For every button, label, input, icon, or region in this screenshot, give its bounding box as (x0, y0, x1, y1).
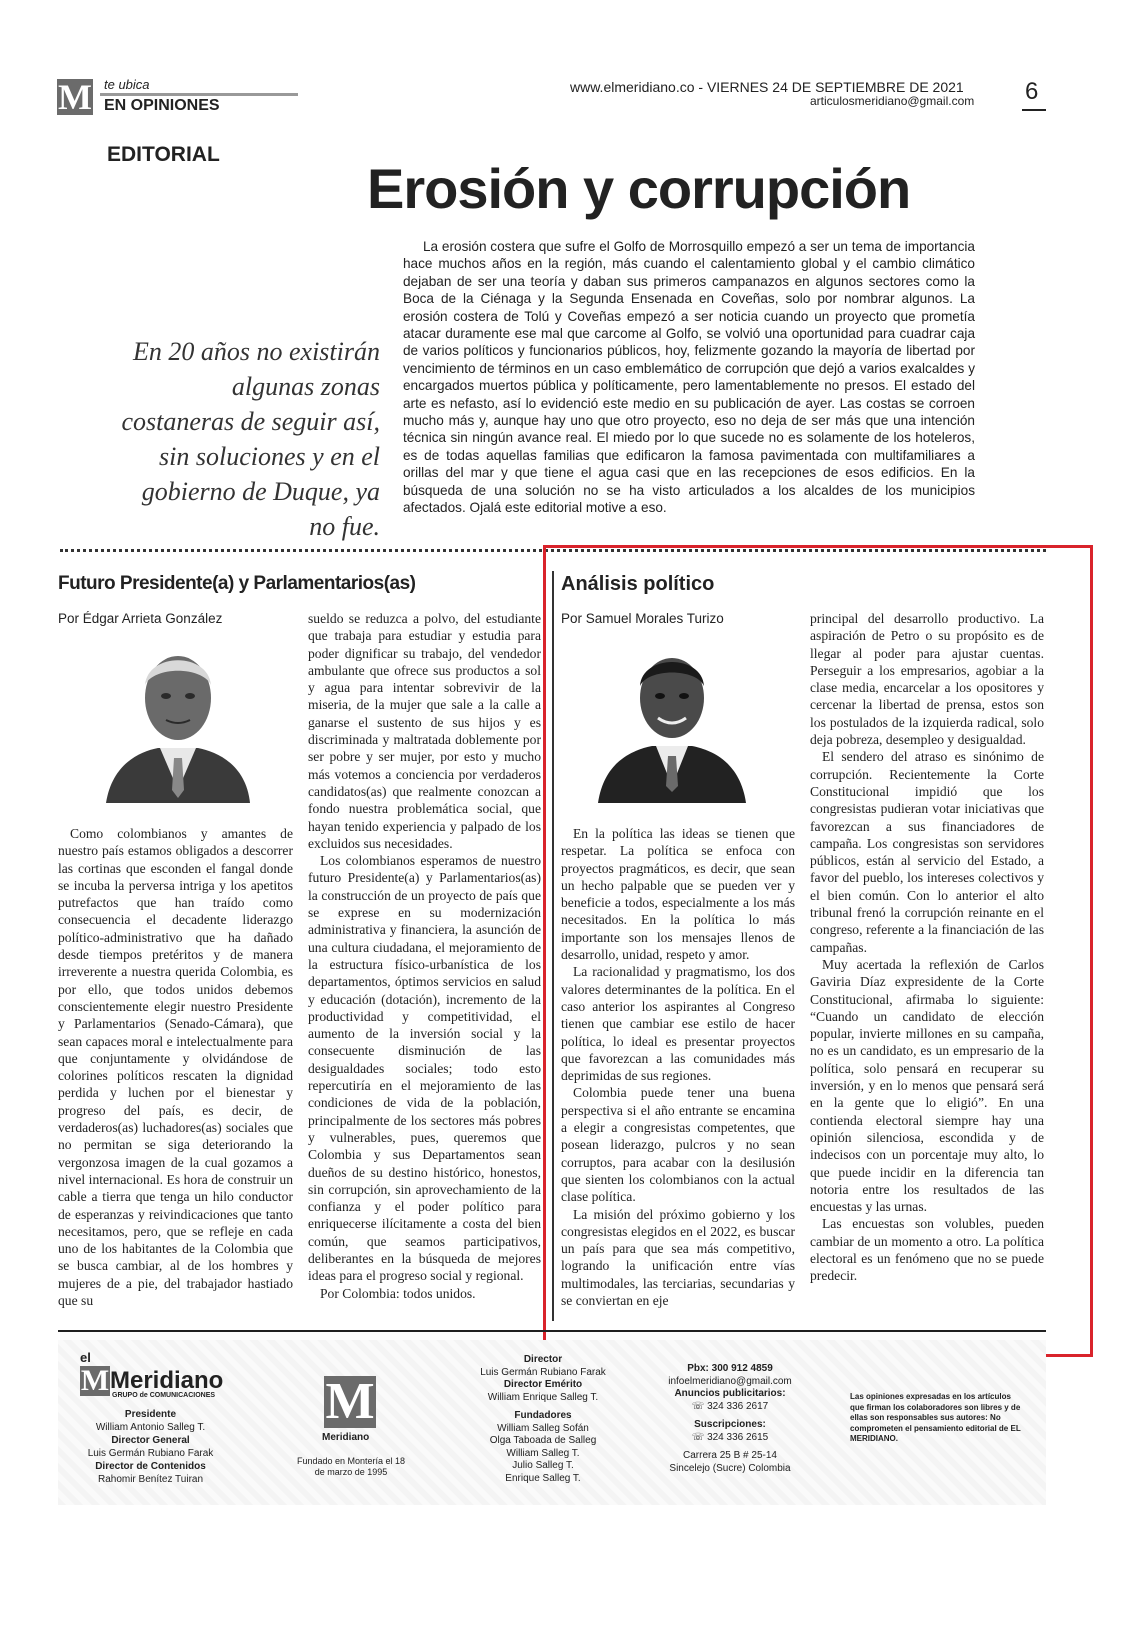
presidente-name: William Antonio Salleg T. (95, 1422, 206, 1433)
address: Carrera 25 B # 25-14 (683, 1450, 777, 1461)
article2-col1-p1: En la política las ideas se tienen que respetar. La política se enfoca con proyectos pragmáticos, es decir, que sean un hecho palpable que se pueden ver y beneficie a todos, especialmente a los más necesitados. En la política lo más importante son los mensajes llenos de desarrollo, unidad, respeto y amor. (561, 826, 795, 963)
pbx: Pbx: 300 912 4859 (687, 1363, 773, 1374)
director-contenidos-label: Director de Contenidos (95, 1461, 206, 1472)
city: Sincelejo (Sucre) Colombia (669, 1462, 791, 1474)
whatsapp-icon: ☏ (691, 1400, 705, 1412)
whatsapp-icon: ☏ (691, 1431, 705, 1443)
article2-col1-p2: La racionalidad y pragmatismo, los dos valores determinantes de la política. En el caso anterior los aspirantes al Congreso tienen que cambiar ese estilo de hacer política, lo ideal es presentar proyectos que favorezcan a las comunidades más deprimidas de sus regiones. (561, 964, 795, 1084)
article1-col2-p3: Por Colombia: todos unidos. (320, 1285, 476, 1301)
article1-col2 (308, 610, 541, 1326)
header-email: articulosmeridiano@gmail.com (810, 94, 975, 108)
suscripciones-row (650, 1432, 810, 1445)
page-number-underline (1022, 109, 1046, 111)
footer-staff-center (468, 1354, 618, 1485)
article1-byline: Por Édgar Arrieta González (58, 611, 223, 626)
article2-byline: Por Samuel Morales Turizo (561, 611, 724, 626)
article2-rule (552, 571, 554, 1321)
presidente-label: Presidente (124, 1409, 177, 1420)
editorial-title: Erosión y corrupción (367, 157, 911, 220)
footer-brand-el: el (80, 1350, 91, 1365)
article1-col2-p1: sueldo se reduzca a polvo, del estudiante que trabaja para estudiar y estudia para poder dignificar su trabajo, del vendedor ambulante que ofrece sus productos a sol y agua para intentar sobrevivir de la miseria, de la mujer que sale a la calle a ganarse el sustento de sus hijos y es discriminada y maltratada doblemente por ser pobre y ser mujer, por esto y mucho más votemos a conciencia por verdaderos candidatos(as) que realmente conozcan a fondo nuestra problemática social, que hayan tenido experiencia y palpado de los excluidos sus necesidades. (308, 611, 541, 851)
article2-col2 (810, 610, 1044, 1285)
fundador-1: William Salleg Sofán (497, 1422, 589, 1434)
te-ubica-label: te ubica (104, 77, 150, 92)
fundador-3: William Salleg T. (506, 1447, 580, 1459)
director-label: Director (523, 1354, 563, 1365)
site-date: www.elmeridiano.co - VIERNES 24 DE SEPTIEMBRE DE 2021 (570, 79, 964, 95)
editorial-body: La erosión costera que sufre el Golfo de Morrosquillo empezó a ser un tema de importancia hace muchos años en la región, más cuando el calentamiento global y el cambio climático dejaban de ser una teoría y daban sus primeros campanazos en algunos sectores como la Boca de la Ciénaga y la Segunda Ensenada en Coveñas, solo por nombrar algunos. La erosión costera de Tolú y Coveñas empezó a ser noticia cuando un proyecto que prometía atacar duramente ese mal que carcome al Golfo, se volvió una oportunidad para cuadrar caja de varios políticos y funcionarios públicos, hoy, felizmente gozando la mayoría de libertad por vencimiento de términos en un caso emblemático de corrupción que dejó a varios exalcaldes y encargados muertos pública y políticamente, pero lamentablemente no presos. El estado del arte es nefasto, así lo evidenció este medio en su publicación de ayer. Las costas se corroen mucho más y, aunque hay uno que otro proyecto, eso no deja de ser más que una intención técnica sin ningún avance real. El miedo por lo que sucede no es solamente de los hoteleros, es de todas aquellas familias que edificaron la famosa pavimentada con multifamiliares a orillas del mar y que tiene el agua casi que en las recepciones de esos edificios. En la búsqueda de una solución no se ha visto articulados a los alcaldes de los municipios afectados. Ojalá este editorial motive a eso. (403, 239, 975, 516)
footer-fundado: Fundado en Montería el 18 de marzo de 1995 (296, 1456, 406, 1477)
fundadores-label: Fundadores (514, 1410, 572, 1421)
anuncios-label: Anuncios publicitarios: (674, 1388, 786, 1399)
footer-rule (58, 1330, 1046, 1332)
editorial-label: EDITORIAL (107, 143, 220, 166)
article2-photo (594, 640, 749, 803)
article1-photo (98, 640, 258, 803)
footer-brand-name: Meridiano (110, 1367, 224, 1394)
article2-col2-p1: principal del desarrollo productivo. La aspiración de Petro o su propósito es de llegar al poder para ajustar cuentas. Perseguir a los empresarios, agobiar a la clase media, encarcelar a los opositores y cercenar la libertad de prensa, estos son los postulados de la izquierda radical, solo deja pobreza, desempleo y desigualdad. (810, 611, 1044, 748)
article2-col2-p4: Las encuestas son volubles, pueden cambiar de un momento a otro. La política electoral es un fenómeno que no se puede predecir. (810, 1216, 1044, 1284)
footer-center-logo: M (325, 1373, 375, 1430)
director-general-label: Director General (111, 1435, 190, 1446)
article2-title: Análisis político (561, 573, 715, 595)
article1-col1-p1: Como colombianos y amantes de nuestro país estamos obligados a descorrer las cortinas que esconden el fangal donde se incuba la perversa intriga y los apetitos putrefactos que han traído como consecuencia el decadente liderazgo político-administrativo que ha dañado desde tiempos pretéritos y de manera irreverente a nuestra querida Colombia, es por ello, que todos unidos debemos conscientemente elegir nuestro Presidente y Parlamentarios (Senado-Cámara), que sean capaces moral e intelectualmente para que conjuntamente y olvidándose de colorines políticos rescaten la dignidad perdida y luchen por el bienestar y progreso del país, es decir, de verdaderos(as) luchadores(as) sociales que no permitan se siga deteriorando la vergonzosa imagen de la cual gozamos a nivel internacional. Es hora de construir un cable a tierra que tenga un hilo conductor de esperanzas y reivindicaciones que tanto necesitamos, pero, que se refleje en cada uno de los habitantes de la Colombia que se busca cambiar, al de los hombres y mujeres de a pie, del trabajador hastiado que su (58, 826, 293, 1309)
article2-col1-p3: Colombia puede tener una buena perspectiva si el año entrante se encamina a elegir a congresistas competentes, que posean liderazgo, pulcros y no sean corruptos, para acabar con la desilusión que sienten los colombianos con la actual clase política. (561, 1085, 795, 1205)
info-email: infoelmeridiano@gmail.com (668, 1375, 792, 1387)
footer-disclaimer: Las opiniones expresadas en los artículos que firman los colaboradores son libres y de ellas son responsables sus autores: No comprometen el pensamiento editorial de EL MERIDIANO. (850, 1392, 1021, 1443)
article2-col2-p3: Muy acertada la reflexión de Carlos Gaviria Díaz expresidente de la Corte Constitucional, afirmaba lo siguiente: “Cuando un candidato de elección popular, invierte millones en su campaña, no es un candidato, es un empresario de la política, solo pensará en recuperar su inversión, y en lo menos que pensará será en la gente que lo eligió”. En una contienda electoral siempre hay una opinión silenciosa, escondida y de indecisos con un porcentaje muy alto, lo que puede incidir en la diferencia tan notoria entre los resultados de las encuestas y las urnas. (810, 956, 1044, 1215)
fundador-2: Olga Taboada de Salleg (489, 1435, 597, 1446)
page-number: 6 (1025, 78, 1039, 105)
anuncios-row (650, 1401, 810, 1414)
director-emerito-label: Director Emérito (503, 1379, 583, 1390)
footer-contact (650, 1363, 810, 1475)
header-rule (100, 93, 298, 96)
fundador-4: Julio Salleg T. (512, 1460, 574, 1471)
article2-col1-p4: La misión del próximo gobierno y los congresistas elegidos en el 2022, es buscar un país para que sea más competitivo, logrando la unificación entre vías multimodales, las terciarias, secundarias y se conviertan en eje (561, 1206, 795, 1309)
article1-title: Futuro Presidente(a) y Parlamentarios(as) (58, 573, 416, 594)
editorial-pull-quote: En 20 años no existirán algunas zonas costaneras de seguir así, sin soluciones y en el gobierno de Duque, ya no fue. (121, 337, 380, 541)
suscripciones-phone: 324 336 2615 (707, 1431, 769, 1443)
footer-center-logo-name: Meridiano (322, 1432, 370, 1443)
suscripciones-label: Suscripciones: (694, 1419, 766, 1430)
director-contenidos-name: Rahomir Benítez Tuiran (97, 1474, 204, 1485)
article2-col1 (561, 825, 795, 1309)
director-general-name: Luis Germán Rubiano Farak (87, 1448, 214, 1459)
article1-col2-p2: Los colombianos esperamos de nuestro futuro Presidente(a) y Parlamentarios(as) la construcción de un proyecto de país que se exprese en su modernización administrativa y financiera, la asunción de una cultura ciudadana, el mejoramiento de la estructura físico-urbanística de los departamentos, óptimos servicios en salud y educación (dotación), incremento de la productividad y competitividad, el aumento de la inversión social y la consecuente disminución de las desigualdades sociales; todo esto repercutiría en el mejoramiento de las condiciones de vida de la población, principalmente de los sectores más pobres y vulnerables, pues, queremos que Colombia y sus Departamentos sean dueños de su destino histórico, honestos, sin corrupción, sin aprovechamiento de la confianza y el poder político para enriquecerse ilícitamente a costa del bien común, que seamos participativos, deliberantes en la búsqueda de mejores ideas para el progreso social y regional. (308, 853, 541, 1284)
article2-col2-p2: El sendero del atraso es sinónimo de corrupción. Recientemente la Corte Constitucional impidió que los congresistas pudieran votar iniciativas que favorezcan a sus financiadores de campaña. Los congresistas son servidores públicos, están al servicio del Estado, a favor del pueblo, los intereses colectivos y el bien común. Con lo anterior el alto tribunal frenó la corrupción reinante en el congreso, referente a la financiación de las campañas. (810, 749, 1044, 955)
footer-brand-m-icon: M (80, 1364, 110, 1397)
header-logo: M (58, 77, 92, 117)
footer-staff-left (68, 1408, 233, 1486)
anuncios-phone: 324 336 2617 (707, 1400, 769, 1412)
director-emerito-name: William Enrique Salleg T. (487, 1391, 599, 1403)
fundador-5: Enrique Salleg T. (505, 1472, 581, 1484)
director-name: Luis Germán Rubiano Farak (480, 1366, 606, 1378)
article1-col1 (58, 825, 293, 1309)
footer-brand-sub: GRUPO de COMUNICACIONES (112, 1392, 216, 1399)
section-label: EN OPINIONES (104, 97, 220, 114)
